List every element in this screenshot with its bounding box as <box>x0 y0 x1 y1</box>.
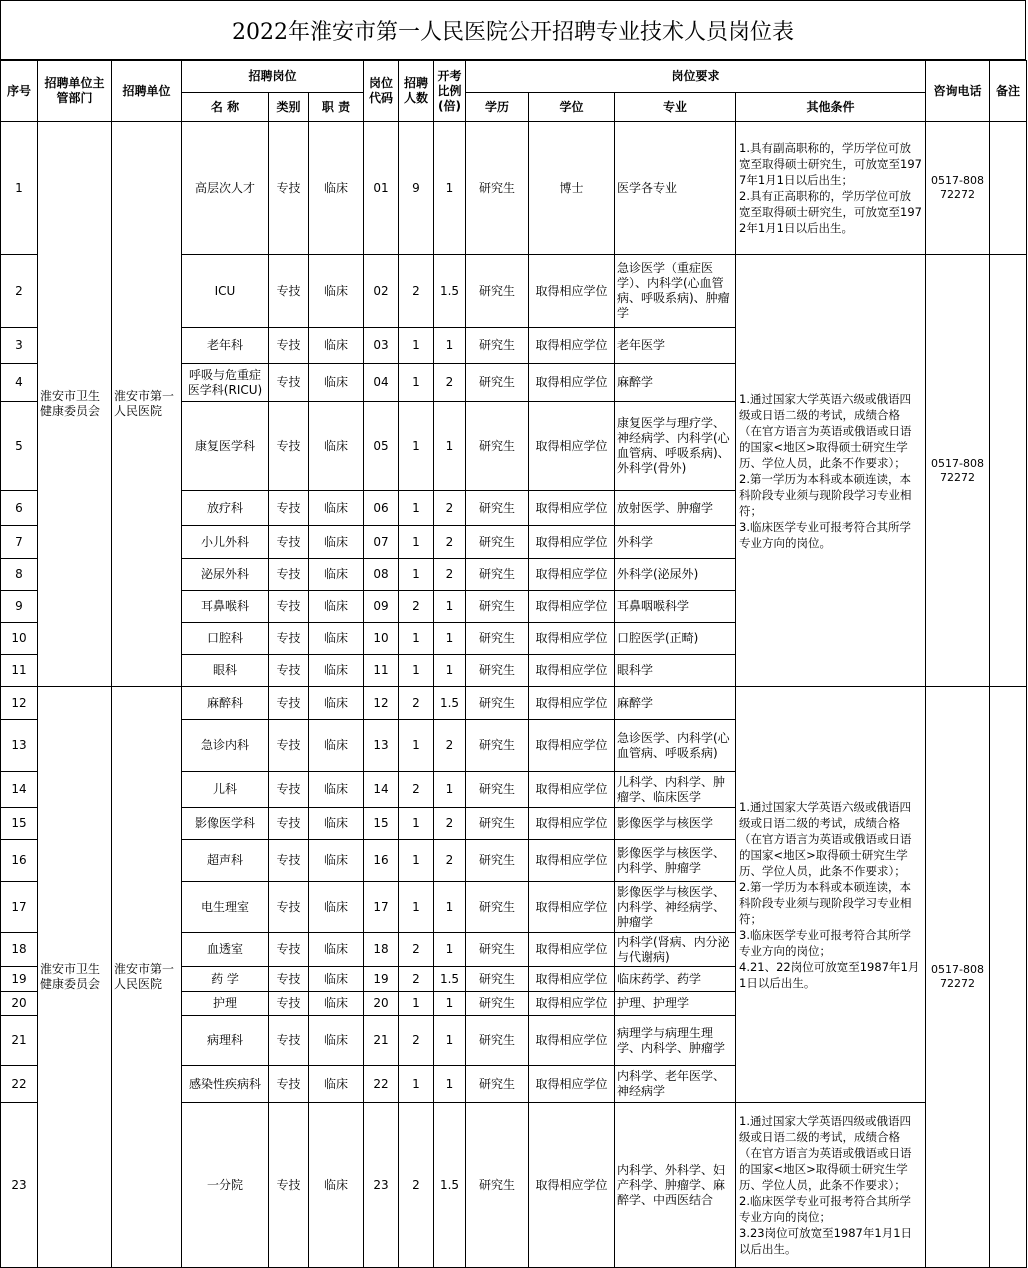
cell-edu: 研究生 <box>466 364 529 402</box>
cell-dept: 淮安市卫生健康委员会 <box>38 687 112 1268</box>
cell-degree: 取得相应学位 <box>529 491 615 526</box>
cell-degree: 取得相应学位 <box>529 992 615 1016</box>
cell-seq: 15 <box>1 808 38 840</box>
cell-duty: 临床 <box>309 559 364 591</box>
cell-name: 耳鼻喉科 <box>182 591 269 623</box>
cell-major: 眼科学 <box>615 655 736 687</box>
cell-edu: 研究生 <box>466 967 529 992</box>
cell-code: 09 <box>364 591 399 623</box>
cell-category: 专技 <box>269 623 309 655</box>
cell-seq: 10 <box>1 623 38 655</box>
cell-duty: 临床 <box>309 882 364 933</box>
cell-major: 病理学与病理生理学、内科学、肿瘤学 <box>615 1016 736 1066</box>
cell-seq: 3 <box>1 328 38 364</box>
cell-edu: 研究生 <box>466 882 529 933</box>
cell-other-conditions: 1.通过国家大学英语六级或俄语四级或日语二级的考试，成绩合格（在官方语言为英语或俄语或日语的国家<地区>取得硕士研究生学历、学位人员，此条不作要求）； 2.第一学历为本科或本硕连读，本科阶段专业须与现阶段学习专业相符； 3.临床医学专业可报考符合其所学专业方向的岗位； 4.21、22岗位可放宽至1987年1月1日以后出生。 <box>736 687 926 1103</box>
cell-code: 16 <box>364 840 399 882</box>
header-phone: 咨询电话 <box>926 61 990 122</box>
cell-count: 2 <box>399 687 434 720</box>
cell-edu: 研究生 <box>466 720 529 772</box>
cell-code: 19 <box>364 967 399 992</box>
cell-major: 影像医学与核医学 <box>615 808 736 840</box>
header-duty: 职 责 <box>309 93 364 122</box>
cell-duty: 临床 <box>309 1066 364 1103</box>
header-category: 类别 <box>269 93 309 122</box>
cell-count: 1 <box>399 526 434 559</box>
header-ratio: 开考比例(倍) <box>434 61 466 122</box>
cell-name: 呼吸与危重症医学科(RICU) <box>182 364 269 402</box>
cell-edu: 研究生 <box>466 491 529 526</box>
cell-edu: 研究生 <box>466 992 529 1016</box>
cell-seq: 12 <box>1 687 38 720</box>
cell-category: 专技 <box>269 992 309 1016</box>
cell-major: 内科学、老年医学、神经病学 <box>615 1066 736 1103</box>
cell-degree: 取得相应学位 <box>529 687 615 720</box>
cell-seq: 17 <box>1 882 38 933</box>
cell-code: 20 <box>364 992 399 1016</box>
cell-degree: 取得相应学位 <box>529 933 615 967</box>
cell-duty: 临床 <box>309 122 364 255</box>
header-degree: 学位 <box>529 93 615 122</box>
cell-edu: 研究生 <box>466 687 529 720</box>
cell-code: 18 <box>364 933 399 967</box>
cell-edu: 研究生 <box>466 255 529 328</box>
cell-name: 护理 <box>182 992 269 1016</box>
cell-ratio: 1.5 <box>434 967 466 992</box>
cell-seq: 9 <box>1 591 38 623</box>
cell-category: 专技 <box>269 933 309 967</box>
cell-seq: 18 <box>1 933 38 967</box>
cell-count: 1 <box>399 623 434 655</box>
cell-duty: 临床 <box>309 655 364 687</box>
cell-degree: 取得相应学位 <box>529 328 615 364</box>
cell-major: 内科学(肾病、内分泌与代谢病) <box>615 933 736 967</box>
header-code: 岗位代码 <box>364 61 399 122</box>
cell-category: 专技 <box>269 687 309 720</box>
cell-degree: 取得相应学位 <box>529 720 615 772</box>
cell-seq: 21 <box>1 1016 38 1066</box>
cell-code: 22 <box>364 1066 399 1103</box>
cell-major: 临床药学、药学 <box>615 967 736 992</box>
cell-name: 影像医学科 <box>182 808 269 840</box>
cell-ratio: 1 <box>434 1066 466 1103</box>
cell-ratio: 2 <box>434 526 466 559</box>
cell-major: 麻醉学 <box>615 364 736 402</box>
cell-ratio: 1 <box>434 623 466 655</box>
header-position-group: 招聘岗位 <box>182 61 364 93</box>
cell-ratio: 2 <box>434 720 466 772</box>
cell-ratio: 2 <box>434 491 466 526</box>
cell-edu: 研究生 <box>466 1066 529 1103</box>
cell-code: 05 <box>364 402 399 491</box>
cell-other-conditions: 1.通过国家大学英语六级或俄语四级或日语二级的考试，成绩合格（在官方语言为英语或俄语或日语的国家<地区>取得硕士研究生学历、学位人员，此条不作要求）； 2.第一学历为本科或本硕连读，本科阶段专业须与现阶段学习专业相符； 3.临床医学专业可报考符合其所学专业方向的岗位。 <box>736 255 926 687</box>
cell-duty: 临床 <box>309 967 364 992</box>
cell-ratio: 1 <box>434 328 466 364</box>
cell-degree: 取得相应学位 <box>529 526 615 559</box>
cell-unit: 淮安市第一人民医院 <box>112 122 182 687</box>
header-remark: 备注 <box>990 61 1027 122</box>
cell-phone: 0517-80872272 <box>926 122 990 255</box>
cell-ratio: 1 <box>434 122 466 255</box>
recruitment-table <box>0 60 1027 1268</box>
cell-category: 专技 <box>269 591 309 623</box>
cell-degree: 取得相应学位 <box>529 1016 615 1066</box>
cell-count: 2 <box>399 1103 434 1268</box>
cell-count: 1 <box>399 840 434 882</box>
cell-seq: 19 <box>1 967 38 992</box>
cell-ratio: 2 <box>434 559 466 591</box>
cell-dept: 淮安市卫生健康委员会 <box>38 122 112 687</box>
cell-remark <box>990 255 1027 687</box>
cell-name: 眼科 <box>182 655 269 687</box>
cell-name: 一分院 <box>182 1103 269 1268</box>
cell-category: 专技 <box>269 840 309 882</box>
cell-code: 17 <box>364 882 399 933</box>
cell-category: 专技 <box>269 526 309 559</box>
cell-ratio: 1 <box>434 882 466 933</box>
cell-phone: 0517-80872272 <box>926 255 990 687</box>
cell-category: 专技 <box>269 328 309 364</box>
cell-count: 2 <box>399 591 434 623</box>
cell-name: 血透室 <box>182 933 269 967</box>
cell-edu: 研究生 <box>466 623 529 655</box>
cell-major: 儿科学、内科学、肿瘤学、临床医学 <box>615 772 736 808</box>
cell-count: 1 <box>399 491 434 526</box>
cell-duty: 临床 <box>309 772 364 808</box>
cell-unit: 淮安市第一人民医院 <box>112 687 182 1268</box>
cell-count: 1 <box>399 402 434 491</box>
cell-major: 内科学、外科学、妇产科学、肿瘤学、麻醉学、中西医结合 <box>615 1103 736 1268</box>
cell-ratio: 1.5 <box>434 255 466 328</box>
cell-major: 康复医学与理疗学、神经病学、内科学(心血管病、呼吸系病)、外科学(骨外) <box>615 402 736 491</box>
cell-edu: 研究生 <box>466 402 529 491</box>
cell-ratio: 1 <box>434 992 466 1016</box>
cell-code: 01 <box>364 122 399 255</box>
cell-category: 专技 <box>269 772 309 808</box>
cell-edu: 研究生 <box>466 933 529 967</box>
cell-code: 04 <box>364 364 399 402</box>
cell-count: 2 <box>399 967 434 992</box>
cell-seq: 11 <box>1 655 38 687</box>
cell-degree: 取得相应学位 <box>529 882 615 933</box>
cell-degree: 取得相应学位 <box>529 808 615 840</box>
cell-ratio: 1 <box>434 402 466 491</box>
cell-ratio: 1 <box>434 933 466 967</box>
cell-ratio: 1 <box>434 1016 466 1066</box>
cell-major: 口腔医学(正畸) <box>615 623 736 655</box>
cell-count: 2 <box>399 1016 434 1066</box>
cell-duty: 临床 <box>309 1103 364 1268</box>
cell-name: 放疗科 <box>182 491 269 526</box>
cell-edu: 研究生 <box>466 526 529 559</box>
cell-duty: 临床 <box>309 623 364 655</box>
cell-major: 急诊医学（重症医学）、内科学(心血管病、呼吸系病)、肿瘤学 <box>615 255 736 328</box>
cell-edu: 研究生 <box>466 655 529 687</box>
page-title: 2022年淮安市第一人民医院公开招聘专业技术人员岗位表 <box>0 0 1026 60</box>
cell-category: 专技 <box>269 1066 309 1103</box>
cell-code: 21 <box>364 1016 399 1066</box>
cell-degree: 取得相应学位 <box>529 255 615 328</box>
cell-remark <box>990 687 1027 1268</box>
cell-category: 专技 <box>269 559 309 591</box>
cell-category: 专技 <box>269 255 309 328</box>
cell-name: 感染性疾病科 <box>182 1066 269 1103</box>
cell-count: 1 <box>399 559 434 591</box>
cell-count: 1 <box>399 720 434 772</box>
cell-duty: 临床 <box>309 526 364 559</box>
cell-count: 1 <box>399 992 434 1016</box>
cell-major: 外科学 <box>615 526 736 559</box>
cell-name: 泌尿外科 <box>182 559 269 591</box>
cell-ratio: 1.5 <box>434 687 466 720</box>
cell-code: 15 <box>364 808 399 840</box>
cell-count: 1 <box>399 808 434 840</box>
cell-degree: 取得相应学位 <box>529 967 615 992</box>
cell-code: 06 <box>364 491 399 526</box>
cell-edu: 研究生 <box>466 591 529 623</box>
header-seq: 序号 <box>1 61 38 122</box>
cell-edu: 研究生 <box>466 1103 529 1268</box>
cell-name: 小儿外科 <box>182 526 269 559</box>
cell-duty: 临床 <box>309 840 364 882</box>
cell-phone: 0517-80872272 <box>926 687 990 1268</box>
header-other: 其他条件 <box>736 93 926 122</box>
cell-major: 老年医学 <box>615 328 736 364</box>
cell-major: 外科学(泌尿外) <box>615 559 736 591</box>
cell-name: 急诊内科 <box>182 720 269 772</box>
cell-edu: 研究生 <box>466 559 529 591</box>
header-count: 招聘人数 <box>399 61 434 122</box>
table-row <box>1 122 1027 255</box>
header-dept: 招聘单位主管部门 <box>38 61 112 122</box>
cell-category: 专技 <box>269 720 309 772</box>
cell-category: 专技 <box>269 967 309 992</box>
cell-duty: 临床 <box>309 255 364 328</box>
header-name: 名 称 <box>182 93 269 122</box>
cell-count: 1 <box>399 1066 434 1103</box>
header-major: 专业 <box>615 93 736 122</box>
header-req-group: 岗位要求 <box>466 61 926 93</box>
cell-category: 专技 <box>269 122 309 255</box>
cell-major: 护理、护理学 <box>615 992 736 1016</box>
cell-name: 康复医学科 <box>182 402 269 491</box>
cell-duty: 临床 <box>309 933 364 967</box>
cell-category: 专技 <box>269 808 309 840</box>
cell-name: 老年科 <box>182 328 269 364</box>
cell-seq: 20 <box>1 992 38 1016</box>
cell-major: 麻醉学 <box>615 687 736 720</box>
header-edu: 学历 <box>466 93 529 122</box>
cell-count: 2 <box>399 933 434 967</box>
cell-edu: 研究生 <box>466 808 529 840</box>
cell-seq: 7 <box>1 526 38 559</box>
cell-code: 13 <box>364 720 399 772</box>
cell-edu: 研究生 <box>466 840 529 882</box>
cell-name: 口腔科 <box>182 623 269 655</box>
cell-category: 专技 <box>269 1016 309 1066</box>
cell-code: 10 <box>364 623 399 655</box>
cell-seq: 22 <box>1 1066 38 1103</box>
cell-duty: 临床 <box>309 591 364 623</box>
cell-count: 1 <box>399 328 434 364</box>
cell-duty: 临床 <box>309 808 364 840</box>
cell-name: 电生理室 <box>182 882 269 933</box>
cell-code: 12 <box>364 687 399 720</box>
cell-degree: 取得相应学位 <box>529 1066 615 1103</box>
cell-count: 2 <box>399 772 434 808</box>
cell-major: 影像医学与核医学、内科学、神经病学、肿瘤学 <box>615 882 736 933</box>
cell-other-conditions: 1.具有副高职称的，学历学位可放宽至取得硕士研究生，可放宽至1977年1月1日以后出生； 2.具有正高职称的，学历学位可放宽至取得硕士研究生，可放宽至1972年1月1日以后出生。 <box>736 122 926 255</box>
cell-code: 03 <box>364 328 399 364</box>
cell-degree: 取得相应学位 <box>529 402 615 491</box>
cell-duty: 临床 <box>309 687 364 720</box>
cell-degree: 取得相应学位 <box>529 559 615 591</box>
cell-seq: 14 <box>1 772 38 808</box>
cell-duty: 临床 <box>309 720 364 772</box>
cell-seq: 2 <box>1 255 38 328</box>
cell-other-conditions: 1.通过国家大学英语四级或俄语四级或日语二级的考试，成绩合格（在官方语言为英语或俄语或日语的国家<地区>取得硕士研究生学历、学位人员，此条不作要求）； 2.临床医学专业可报考符合其所学专业方向的岗位； 3.23岗位可放宽至1987年1月1日以后出生。 <box>736 1103 926 1268</box>
cell-ratio: 2 <box>434 840 466 882</box>
cell-edu: 研究生 <box>466 1016 529 1066</box>
cell-category: 专技 <box>269 491 309 526</box>
cell-seq: 1 <box>1 122 38 255</box>
cell-count: 2 <box>399 255 434 328</box>
cell-count: 9 <box>399 122 434 255</box>
cell-ratio: 2 <box>434 808 466 840</box>
cell-seq: 16 <box>1 840 38 882</box>
cell-duty: 临床 <box>309 992 364 1016</box>
cell-category: 专技 <box>269 882 309 933</box>
cell-name: 超声科 <box>182 840 269 882</box>
cell-edu: 研究生 <box>466 328 529 364</box>
cell-major: 急诊医学、内科学(心血管病、呼吸系病) <box>615 720 736 772</box>
cell-code: 07 <box>364 526 399 559</box>
cell-major: 放射医学、肿瘤学 <box>615 491 736 526</box>
cell-name: ICU <box>182 255 269 328</box>
cell-edu: 研究生 <box>466 122 529 255</box>
cell-code: 23 <box>364 1103 399 1268</box>
header-unit: 招聘单位 <box>112 61 182 122</box>
cell-degree: 取得相应学位 <box>529 772 615 808</box>
cell-count: 1 <box>399 655 434 687</box>
cell-ratio: 1 <box>434 591 466 623</box>
cell-duty: 临床 <box>309 402 364 491</box>
cell-code: 14 <box>364 772 399 808</box>
cell-category: 专技 <box>269 402 309 491</box>
cell-degree: 取得相应学位 <box>529 840 615 882</box>
cell-major: 耳鼻咽喉科学 <box>615 591 736 623</box>
cell-count: 1 <box>399 882 434 933</box>
cell-major: 医学各专业 <box>615 122 736 255</box>
cell-ratio: 1 <box>434 772 466 808</box>
cell-code: 08 <box>364 559 399 591</box>
cell-degree: 取得相应学位 <box>529 591 615 623</box>
cell-major: 影像医学与核医学、内科学、肿瘤学 <box>615 840 736 882</box>
cell-seq: 6 <box>1 491 38 526</box>
cell-name: 药 学 <box>182 967 269 992</box>
cell-name: 高层次人才 <box>182 122 269 255</box>
cell-seq: 8 <box>1 559 38 591</box>
table-row <box>1 687 1027 720</box>
cell-category: 专技 <box>269 655 309 687</box>
cell-seq: 13 <box>1 720 38 772</box>
cell-seq: 5 <box>1 402 38 491</box>
cell-category: 专技 <box>269 364 309 402</box>
cell-code: 11 <box>364 655 399 687</box>
cell-duty: 临床 <box>309 364 364 402</box>
cell-code: 02 <box>364 255 399 328</box>
cell-degree: 博士 <box>529 122 615 255</box>
cell-name: 病理科 <box>182 1016 269 1066</box>
cell-name: 儿科 <box>182 772 269 808</box>
cell-category: 专技 <box>269 1103 309 1268</box>
cell-degree: 取得相应学位 <box>529 655 615 687</box>
cell-duty: 临床 <box>309 1016 364 1066</box>
cell-name: 麻醉科 <box>182 687 269 720</box>
cell-duty: 临床 <box>309 328 364 364</box>
cell-seq: 4 <box>1 364 38 402</box>
cell-duty: 临床 <box>309 491 364 526</box>
cell-ratio: 2 <box>434 364 466 402</box>
cell-ratio: 1.5 <box>434 1103 466 1268</box>
cell-degree: 取得相应学位 <box>529 364 615 402</box>
cell-ratio: 1 <box>434 655 466 687</box>
cell-edu: 研究生 <box>466 772 529 808</box>
cell-degree: 取得相应学位 <box>529 623 615 655</box>
cell-seq: 23 <box>1 1103 38 1268</box>
cell-count: 1 <box>399 364 434 402</box>
cell-degree: 取得相应学位 <box>529 1103 615 1268</box>
cell-remark <box>990 122 1027 255</box>
